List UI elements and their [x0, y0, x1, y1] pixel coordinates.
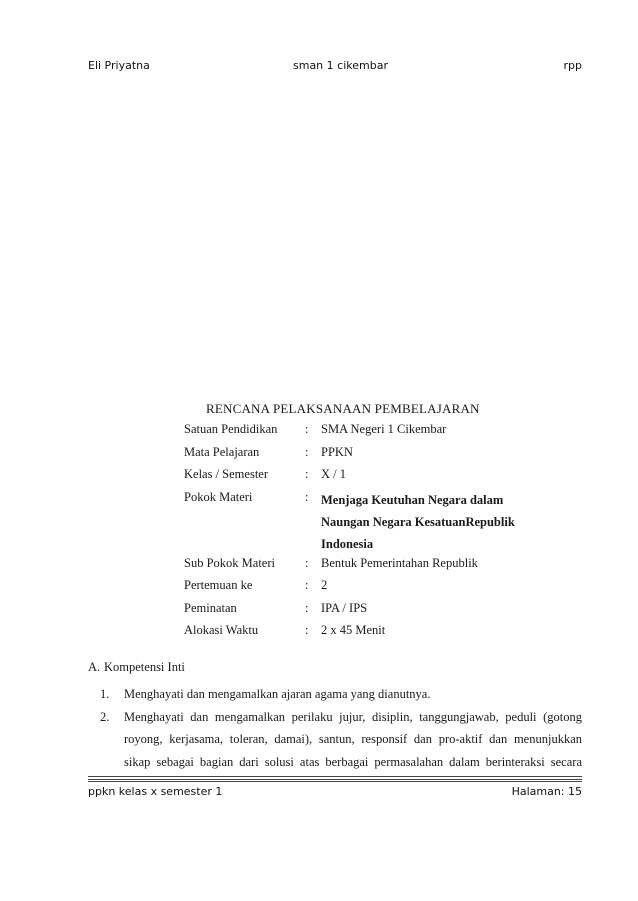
page-header [88, 59, 582, 73]
identity-row [184, 601, 564, 624]
identity-separator: : [305, 623, 309, 637]
section-kompetensi-inti [88, 660, 582, 773]
section-marker: A. [88, 660, 101, 674]
identity-row [184, 422, 564, 445]
identity-value: X / 1 [321, 467, 346, 481]
identity-value: Bentuk Pemerintahan Republik [321, 555, 478, 570]
identity-label: Satuan Pendidikan [184, 422, 278, 436]
identity-value: 2 [321, 578, 328, 592]
list-item-line: royong, kerjasama, toleran, damai), santun, responsif dan pro-aktif dan menunjukkan [124, 732, 582, 746]
section-title: Kompetensi Inti [104, 660, 185, 674]
identity-separator: : [305, 444, 309, 459]
identity-separator: : [305, 489, 309, 504]
footer-page-number: Halaman: 15 [511, 785, 582, 798]
identity-value: IPA / IPS [321, 600, 368, 615]
identity-row [184, 445, 564, 468]
identity-value: PPKN [321, 444, 353, 459]
identity-row [184, 556, 564, 579]
identity-separator: : [305, 422, 309, 436]
identity-value-multiline [321, 489, 515, 555]
header-school: sman 1 cikembar [293, 59, 388, 72]
list-item-line: sikap sebagai bagian dari solusi atas berbagai permasalahan dalam berinteraksi secara [124, 754, 582, 769]
identity-separator: : [305, 578, 309, 592]
document-title: RENCANA PELAKSANAAN PEMBELAJARAN [206, 401, 480, 416]
identity-label: Pokok Materi [184, 489, 253, 504]
footer-divider [88, 776, 582, 782]
identity-label: Alokasi Waktu [184, 623, 259, 637]
identity-label: Peminatan [184, 600, 237, 615]
identity-value-line: Naungan Negara KesatuanRepublik [321, 514, 515, 529]
identity-value: 2 x 45 Menit [321, 623, 386, 637]
list-item-text [124, 683, 582, 706]
identity-value-line: Indonesia [321, 536, 374, 551]
identity-separator: : [305, 555, 309, 570]
list-item-number: 2. [100, 709, 110, 724]
page-footer [88, 785, 582, 799]
identity-value: SMA Negeri 1 Cikembar [321, 422, 447, 436]
identity-row [184, 578, 564, 601]
list-item-text [124, 706, 582, 774]
identity-label: Kelas / Semester [184, 467, 269, 481]
section-heading [88, 660, 582, 683]
identity-separator: : [305, 600, 309, 615]
list-item [88, 706, 582, 774]
identity-label: Mata Pelajaran [184, 444, 260, 459]
list-item-line: Menghayati dan mengamalkan perilaku jujur, disiplin, tanggungjawab, peduli (gotong [124, 709, 582, 724]
identity-row [184, 467, 564, 490]
identity-value-line: Menjaga Keutuhan Negara dalam [321, 492, 504, 507]
identity-label: Pertemuan ke [184, 578, 253, 592]
identity-row [184, 623, 564, 646]
header-doc-type: rpp [563, 59, 582, 72]
identity-separator: : [305, 467, 309, 481]
footer-course: ppkn kelas x semester 1 [88, 785, 223, 798]
list-item [88, 683, 582, 706]
identity-row [184, 490, 564, 556]
identity-table [184, 422, 564, 646]
header-author: Eli Priyatna [88, 59, 150, 72]
list-item-number: 1. [100, 687, 110, 701]
identity-label: Sub Pokok Materi [184, 555, 275, 570]
list-item-line: Menghayati dan mengamalkan ajaran agama yang dianutnya. [124, 687, 431, 701]
